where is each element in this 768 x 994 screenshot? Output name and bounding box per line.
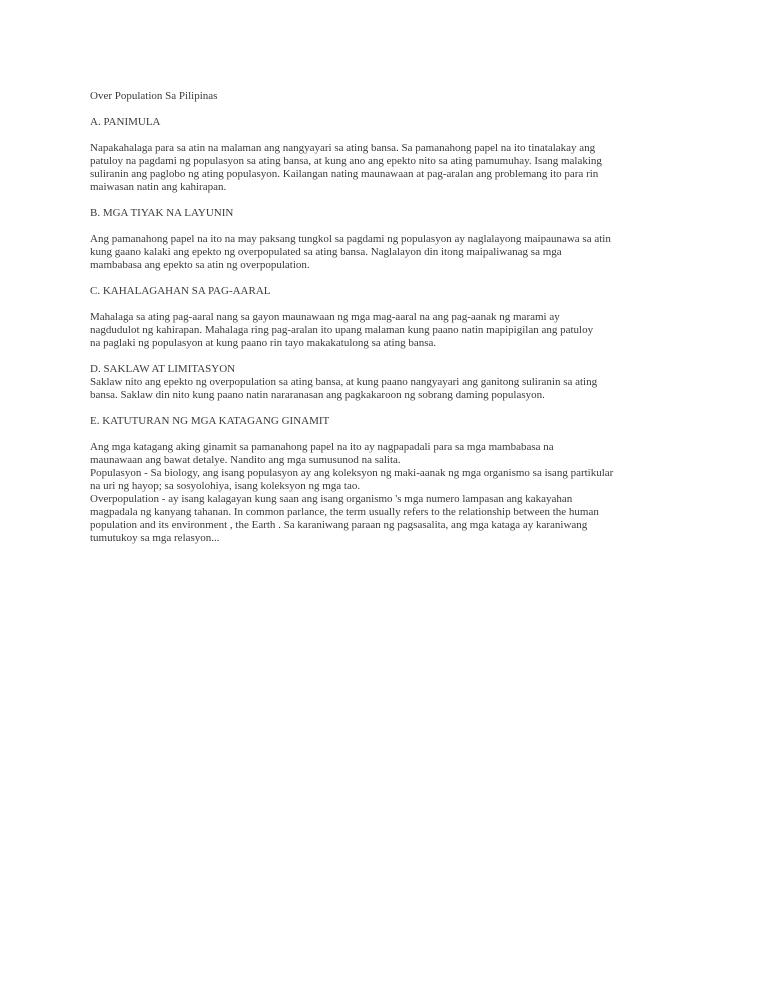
document-title: Over Population Sa Pilipinas	[90, 90, 218, 102]
paragraph-line: Mahalaga sa ating pag-aaral nang sa gayon maunawaan ng mga mag-aaral na ang pag-aanak ng marami ay	[90, 311, 560, 323]
paragraph-line: kung gaano kalaki ang epekto ng overpopulated sa ating bansa. Naglalayon din itong maipaliwanag sa mga	[90, 246, 562, 258]
paragraph-line: Napakahalaga para sa atin na malaman ang nangyayari sa ating bansa. Sa pamanahong papel na ito tinatalakay ang	[90, 142, 596, 154]
paragraph-line: tumutukoy sa mga relasyon...	[90, 532, 220, 544]
document-page	[90, 90, 690, 545]
section-heading-kahalagahan: C. KAHALAGAHAN SA PAG-AARAL	[90, 285, 271, 297]
paragraph-line: Ang pamanahong papel na ito na may paksang tungkol sa pagdami ng populasyon ay naglalayong maipaunawa sa atin	[90, 233, 611, 245]
section-body-saklaw	[90, 376, 690, 402]
section-heading-saklaw: D. SAKLAW AT LIMITASYON	[90, 363, 236, 375]
paragraph-line: Saklaw nito ang epekto ng overpopulation sa ating bansa, at kung paano nangyayari ang ganitong suliranin sa ating	[90, 376, 598, 388]
paragraph-line: na paglaki ng populasyon at kung paano rin tayo makakatulong sa ating bansa.	[90, 337, 437, 349]
paragraph-line: na uri ng hayop; sa sosyolohiya, isang koleksyon ng mga tao.	[90, 480, 361, 492]
paragraph-line: maunawaan ang bawat detalye. Nandito ang mga sumusunod na salita.	[90, 454, 401, 466]
paragraph-line: maiwasan natin ang kahirapan.	[90, 181, 227, 193]
section-body-katuturan	[90, 441, 690, 545]
definition-line-overpopulation: Overpopulation - ay isang kalagayan kung saan ang isang organismo 's mga numero lampasan ang kakayahan	[90, 493, 573, 505]
paragraph-line: Ang mga katagang aking ginamit sa pamanahong papel na ito ay nagpapadali para sa mga mambabasa na	[90, 441, 554, 453]
paragraph-line: suliranin ang paglobo ng ating populasyon. Kailangan nating maunawaan at pag-aralan ang problemang ito para rin	[90, 168, 599, 180]
paragraph-line: nagdudulot ng kahirapan. Mahalaga ring pag-aralan ito upang malaman kung paano natin mapipigilan ang patuloy	[90, 324, 594, 336]
section-body-layunin	[90, 233, 690, 272]
paragraph-line: population and its environment , the Earth . Sa karaniwang paraan ng pagsasalita, ang mga kataga ay karaniwang	[90, 519, 588, 531]
section-body-panimula	[90, 142, 690, 194]
definition-line-populasyon: Populasyon - Sa biology, ang isang populasyon ay ang koleksyon ng maki-aanak ng mga organismo sa isang partikular	[90, 467, 614, 479]
paragraph-line: patuloy na pagdami ng populasyon sa ating bansa, at kung ano ang epekto nito sa ating pamumuhay. Isang malaking	[90, 155, 602, 167]
section-body-kahalagahan	[90, 311, 690, 350]
paragraph-line: mambabasa ang epekto sa atin ng overpopulation.	[90, 259, 310, 271]
section-heading-panimula: A. PANIMULA	[90, 116, 161, 128]
paragraph-line: bansa. Saklaw din nito kung paano natin nararanasan ang pagkakaroon ng sobrang daming populasyon.	[90, 389, 545, 401]
section-heading-layunin: B. MGA TIYAK NA LAYUNIN	[90, 207, 234, 219]
section-heading-katuturan: E. KATUTURAN NG MGA KATAGANG GINAMIT	[90, 415, 330, 427]
paragraph-line: magpadala ng kanyang tahanan. In common parlance, the term usually refers to the relationship between the human	[90, 506, 599, 518]
